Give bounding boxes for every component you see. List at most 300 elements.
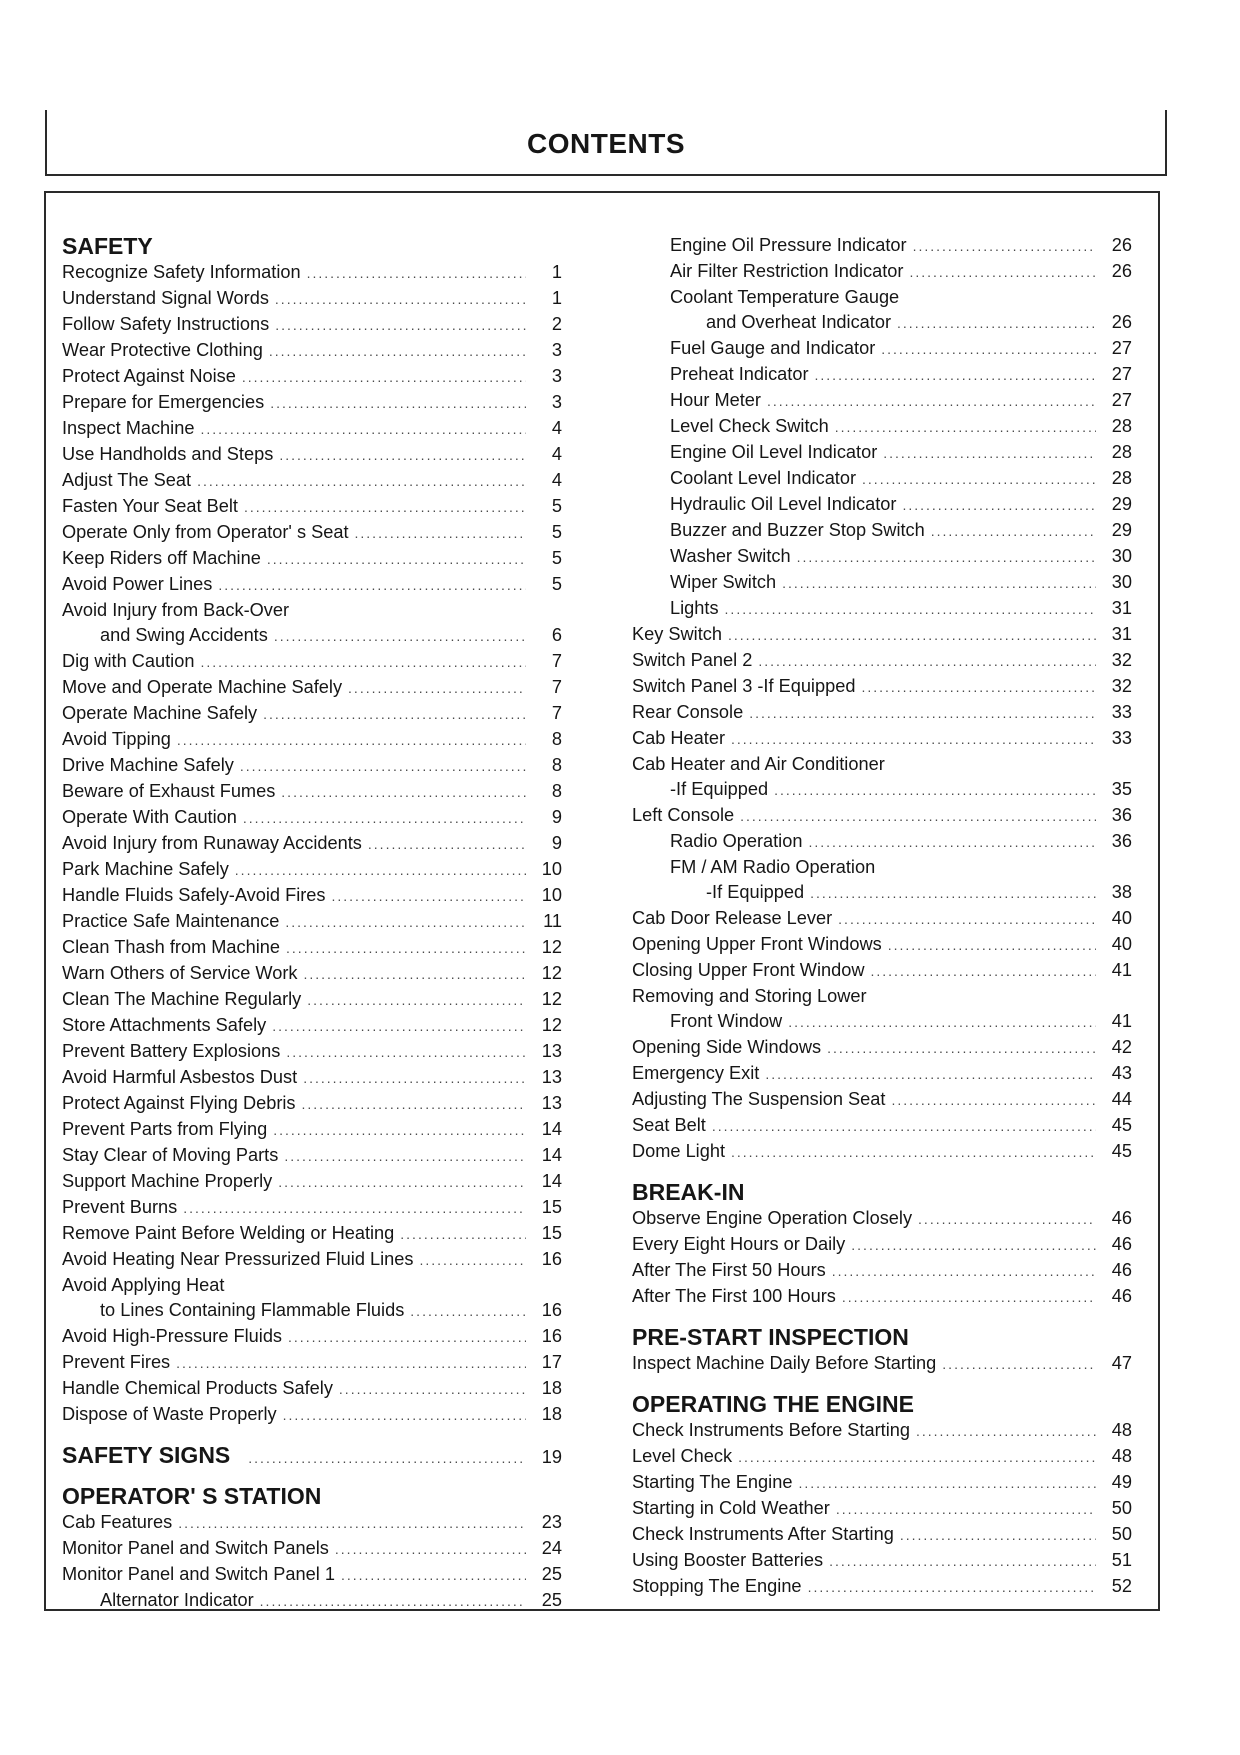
dot-leader bbox=[942, 1352, 1096, 1377]
entry-title: and Swing Accidents bbox=[100, 625, 268, 645]
dot-leader bbox=[728, 623, 1096, 648]
entry-title: Fuel Gauge and Indicator bbox=[670, 338, 876, 358]
toc-entry bbox=[62, 260, 562, 286]
toc-entry bbox=[62, 1510, 562, 1536]
toc-entry bbox=[632, 233, 1132, 259]
entry-title: Washer Switch bbox=[670, 546, 791, 566]
section-heading: SAFETY SIGNS bbox=[62, 1442, 231, 1468]
toc-entry bbox=[62, 1169, 562, 1195]
entry-title: Monitor Panel and Switch Panel 1 bbox=[62, 1564, 335, 1584]
toc-entry bbox=[62, 416, 562, 442]
toc-entry bbox=[62, 753, 562, 779]
dot-leader bbox=[260, 1589, 526, 1614]
entry-title: Stay Clear of Moving Parts bbox=[62, 1145, 279, 1165]
toc-entry bbox=[62, 727, 562, 753]
page-number: 27 bbox=[1111, 364, 1132, 384]
dot-leader bbox=[178, 1511, 526, 1536]
entry-title: Closing Upper Front Window bbox=[632, 960, 865, 980]
page-number: 19 bbox=[541, 1447, 562, 1467]
toc-entry bbox=[62, 1536, 562, 1562]
entry-title: Clean Thash from Machine bbox=[62, 937, 281, 957]
entry-title: Starting in Cold Weather bbox=[632, 1498, 830, 1518]
dot-leader bbox=[368, 832, 526, 857]
toc-entry bbox=[62, 857, 562, 883]
entry-title: Prevent Battery Explosions bbox=[62, 1041, 281, 1061]
dot-leader bbox=[891, 1088, 1096, 1113]
entry-title: to Lines Containing Flammable Fluids bbox=[100, 1300, 405, 1320]
entry-title: Buzzer and Buzzer Stop Switch bbox=[670, 520, 925, 540]
entry-title: Key Switch bbox=[632, 624, 722, 644]
entry-title: Wear Protective Clothing bbox=[62, 340, 263, 360]
toc-entry bbox=[62, 935, 562, 961]
entry-title: Adjusting The Suspension Seat bbox=[632, 1089, 886, 1109]
entry-title: Warn Others of Service Work bbox=[62, 963, 298, 983]
toc-entry bbox=[632, 726, 1132, 752]
toc-entry bbox=[62, 1247, 562, 1273]
toc-entry bbox=[632, 777, 1132, 803]
page-number: 46 bbox=[1111, 1208, 1132, 1228]
page-number: 48 bbox=[1111, 1446, 1132, 1466]
dot-leader bbox=[419, 1248, 526, 1273]
toc-entry bbox=[632, 1351, 1132, 1377]
dot-leader bbox=[275, 313, 526, 338]
toc-entry bbox=[62, 312, 562, 338]
entry-title: Using Booster Batteries bbox=[632, 1550, 824, 1570]
section-heading: BREAK-IN bbox=[632, 1179, 745, 1205]
page-number: 44 bbox=[1111, 1089, 1132, 1109]
dot-leader bbox=[836, 1497, 1096, 1522]
dot-leader bbox=[218, 573, 526, 598]
entry-title: Check Instruments Before Starting bbox=[632, 1420, 910, 1440]
toc-entry bbox=[632, 1470, 1132, 1496]
page-number: 14 bbox=[541, 1145, 562, 1165]
contents-header bbox=[45, 110, 1167, 176]
page-number: 4 bbox=[551, 444, 562, 464]
page-number: 36 bbox=[1111, 805, 1132, 825]
page-number: 16 bbox=[541, 1249, 562, 1269]
dot-leader bbox=[829, 1549, 1096, 1574]
toc-entry bbox=[632, 855, 1132, 880]
toc-entry bbox=[62, 1376, 562, 1402]
toc-entry bbox=[62, 831, 562, 857]
page-number: 11 bbox=[543, 911, 562, 931]
page-number: 40 bbox=[1111, 934, 1132, 954]
toc-entry bbox=[632, 1061, 1132, 1087]
page-number: 48 bbox=[1111, 1420, 1132, 1440]
dot-leader bbox=[871, 959, 1097, 984]
entry-title: Park Machine Safely bbox=[62, 859, 229, 879]
dot-leader bbox=[304, 962, 527, 987]
page-number: 46 bbox=[1111, 1286, 1132, 1306]
dot-leader bbox=[916, 1419, 1096, 1444]
dot-leader bbox=[782, 571, 1096, 596]
dot-leader bbox=[269, 339, 526, 364]
entry-title: Seat Belt bbox=[632, 1115, 706, 1135]
entry-title: Cab Heater bbox=[632, 728, 726, 748]
toc-entry bbox=[62, 1298, 562, 1324]
page-number: 50 bbox=[1111, 1524, 1132, 1544]
entry-title: Store Attachments Safely bbox=[62, 1015, 267, 1035]
toc-entry bbox=[632, 466, 1132, 492]
dot-leader bbox=[285, 910, 526, 935]
toc-entry bbox=[632, 1232, 1132, 1258]
entry-title: After The First 50 Hours bbox=[632, 1260, 826, 1280]
toc-entry bbox=[632, 829, 1132, 855]
page-number: 4 bbox=[551, 470, 562, 490]
dot-leader bbox=[862, 467, 1096, 492]
dot-leader bbox=[881, 337, 1096, 362]
dot-leader bbox=[400, 1222, 526, 1247]
toc-entry bbox=[62, 883, 562, 909]
entry-title: -If Equipped bbox=[706, 882, 805, 902]
page-number: 28 bbox=[1111, 468, 1132, 488]
toc-entry bbox=[62, 1039, 562, 1065]
entry-title: Protect Against Noise bbox=[62, 366, 236, 386]
dot-leader bbox=[339, 1377, 526, 1402]
dot-leader bbox=[286, 1040, 526, 1065]
entry-title: After The First 100 Hours bbox=[632, 1286, 836, 1306]
dot-leader bbox=[270, 391, 526, 416]
page-number: 27 bbox=[1111, 390, 1132, 410]
toc-entry bbox=[62, 546, 562, 572]
dot-leader bbox=[248, 1450, 526, 1466]
entry-title: Switch Panel 3 -If Equipped bbox=[632, 676, 856, 696]
entry-title: Move and Operate Machine Safely bbox=[62, 677, 343, 697]
dot-leader bbox=[815, 363, 1096, 388]
entry-title: Coolant Temperature Gauge bbox=[670, 287, 900, 307]
toc-entry bbox=[632, 1206, 1132, 1232]
page-number: 45 bbox=[1111, 1115, 1132, 1135]
dot-leader bbox=[731, 727, 1096, 752]
dot-leader bbox=[183, 1196, 526, 1221]
toc-entry bbox=[632, 285, 1132, 310]
page-number: 41 bbox=[1111, 960, 1132, 980]
dot-leader bbox=[758, 649, 1096, 674]
dot-leader bbox=[286, 936, 526, 961]
toc-entry bbox=[632, 1258, 1132, 1284]
toc-entry bbox=[632, 336, 1132, 362]
entry-title: Prevent Parts from Flying bbox=[62, 1119, 268, 1139]
toc-entry bbox=[62, 805, 562, 831]
dot-leader bbox=[332, 884, 527, 909]
toc-entry bbox=[62, 1402, 562, 1428]
page-number: 28 bbox=[1111, 416, 1132, 436]
toc-entry bbox=[62, 338, 562, 364]
dot-leader bbox=[200, 650, 526, 675]
toc-entry bbox=[632, 1113, 1132, 1139]
dot-leader bbox=[835, 415, 1096, 440]
toc-entry bbox=[62, 1065, 562, 1091]
page-number: 3 bbox=[551, 392, 562, 412]
dot-leader bbox=[902, 493, 1096, 518]
dot-leader bbox=[797, 545, 1096, 570]
toc-entry bbox=[632, 1574, 1132, 1600]
dot-leader bbox=[240, 754, 526, 779]
toc-entry bbox=[632, 1035, 1132, 1061]
dot-leader bbox=[307, 261, 526, 286]
entry-title: Wiper Switch bbox=[670, 572, 777, 592]
entry-title: Engine Oil Level Indicator bbox=[670, 442, 878, 462]
dot-leader bbox=[200, 417, 526, 442]
entry-title: Hour Meter bbox=[670, 390, 761, 410]
entry-title: Practice Safe Maintenance bbox=[62, 911, 280, 931]
toc-right-column bbox=[632, 233, 1132, 1600]
page-number: 5 bbox=[551, 548, 562, 568]
entry-title: Avoid Applying Heat bbox=[62, 1275, 225, 1295]
page-number: 16 bbox=[541, 1300, 562, 1320]
toc-entry bbox=[62, 1324, 562, 1350]
page-number: 32 bbox=[1111, 676, 1132, 696]
toc-entry bbox=[62, 286, 562, 312]
entry-title: Operate Machine Safely bbox=[62, 703, 258, 723]
page-number: 35 bbox=[1111, 779, 1132, 799]
toc-entry bbox=[632, 310, 1132, 336]
entry-title: Opening Upper Front Windows bbox=[632, 934, 882, 954]
entry-title: Lights bbox=[670, 598, 719, 618]
entry-title: Follow Safety Instructions bbox=[62, 314, 270, 334]
section-heading: OPERATING THE ENGINE bbox=[632, 1391, 914, 1417]
dot-leader bbox=[765, 1062, 1096, 1087]
dot-leader bbox=[303, 1066, 526, 1091]
dot-leader bbox=[798, 1471, 1096, 1496]
page-number: 38 bbox=[1111, 882, 1132, 902]
dot-leader bbox=[235, 858, 526, 883]
dot-leader bbox=[774, 778, 1096, 803]
toc-entry bbox=[62, 442, 562, 468]
page-number: 14 bbox=[541, 1171, 562, 1191]
page-number: 1 bbox=[551, 288, 562, 308]
dot-leader bbox=[909, 260, 1096, 285]
page-number: 8 bbox=[551, 755, 562, 775]
entry-title: Avoid Injury from Back-Over bbox=[62, 600, 290, 620]
page-number: 10 bbox=[541, 859, 562, 879]
page-number: 9 bbox=[551, 833, 562, 853]
toc-entry bbox=[632, 259, 1132, 285]
entry-title: Opening Side Windows bbox=[632, 1037, 822, 1057]
page-number: 6 bbox=[551, 625, 562, 645]
entry-title: Avoid Harmful Asbestos Dust bbox=[62, 1067, 298, 1087]
dot-leader bbox=[177, 728, 526, 753]
entry-title: Left Console bbox=[632, 805, 735, 825]
toc-entry bbox=[62, 1221, 562, 1247]
section-heading: OPERATOR' S STATION bbox=[62, 1483, 322, 1509]
dot-leader bbox=[808, 1575, 1096, 1600]
dot-leader bbox=[275, 287, 526, 312]
entry-title: Recognize Safety Information bbox=[62, 262, 301, 282]
toc-entry bbox=[632, 880, 1132, 906]
dot-leader bbox=[861, 675, 1096, 700]
entry-title: Monitor Panel and Switch Panels bbox=[62, 1538, 329, 1558]
dot-leader bbox=[243, 806, 526, 831]
page-number: 29 bbox=[1111, 494, 1132, 514]
entry-title: Beware of Exhaust Fumes bbox=[62, 781, 276, 801]
entry-title: Dig with Caution bbox=[62, 651, 195, 671]
toc-entry bbox=[62, 364, 562, 390]
toc-entry bbox=[632, 648, 1132, 674]
entry-title: Removing and Storing Lower bbox=[632, 986, 867, 1006]
page-number: 28 bbox=[1111, 442, 1132, 462]
page-number: 7 bbox=[551, 703, 562, 723]
toc-entry bbox=[62, 494, 562, 520]
page-number: 4 bbox=[551, 418, 562, 438]
page-number: 47 bbox=[1111, 1353, 1132, 1373]
page-number: 30 bbox=[1111, 572, 1132, 592]
page-number: 25 bbox=[541, 1564, 562, 1584]
entry-title: and Overheat Indicator bbox=[706, 312, 892, 332]
entry-title: Support Machine Properly bbox=[62, 1171, 273, 1191]
toc-entry bbox=[62, 1350, 562, 1376]
toc-entry bbox=[632, 622, 1132, 648]
entry-title: Stopping The Engine bbox=[632, 1576, 802, 1596]
dot-leader bbox=[263, 702, 526, 727]
page-number: 46 bbox=[1111, 1260, 1132, 1280]
toc-entry bbox=[62, 520, 562, 546]
page-number: 9 bbox=[551, 807, 562, 827]
toc-entry bbox=[632, 492, 1132, 518]
page-number: 14 bbox=[541, 1119, 562, 1139]
entry-title: Cab Heater and Air Conditioner bbox=[632, 754, 885, 774]
entry-title: Starting The Engine bbox=[632, 1472, 793, 1492]
toc-entry bbox=[62, 1562, 562, 1588]
entry-title: Air Filter Restriction Indicator bbox=[670, 261, 904, 281]
page-number: 8 bbox=[551, 781, 562, 801]
dot-leader bbox=[197, 469, 526, 494]
toc-entry bbox=[62, 987, 562, 1013]
entry-title: Switch Panel 2 bbox=[632, 650, 753, 670]
toc-entry bbox=[62, 390, 562, 416]
page-number: 12 bbox=[541, 989, 562, 1009]
page-number: 7 bbox=[551, 651, 562, 671]
dot-leader bbox=[267, 547, 526, 572]
page-number: 12 bbox=[541, 937, 562, 957]
toc-entry bbox=[62, 649, 562, 675]
entry-title: Alternator Indicator bbox=[100, 1590, 254, 1610]
entry-title: Avoid High-Pressure Fluids bbox=[62, 1326, 283, 1346]
toc-entry bbox=[62, 1273, 562, 1298]
entry-title: Remove Paint Before Welding or Heating bbox=[62, 1223, 395, 1243]
page-number: 2 bbox=[551, 314, 562, 334]
dot-leader bbox=[244, 495, 526, 520]
dot-leader bbox=[348, 676, 526, 701]
toc-entry bbox=[62, 1091, 562, 1117]
toc-entry bbox=[632, 984, 1132, 1009]
toc-entry bbox=[632, 1284, 1132, 1310]
page-number: 50 bbox=[1111, 1498, 1132, 1518]
entry-title: Preheat Indicator bbox=[670, 364, 809, 384]
entry-title: Use Handholds and Steps bbox=[62, 444, 274, 464]
dot-leader bbox=[274, 624, 526, 649]
dot-leader bbox=[913, 234, 1096, 259]
page-number: 24 bbox=[541, 1538, 562, 1558]
page-number: 42 bbox=[1111, 1037, 1132, 1057]
dot-leader bbox=[832, 1259, 1096, 1284]
page-number: 12 bbox=[541, 963, 562, 983]
entry-title: Front Window bbox=[670, 1011, 783, 1031]
dot-leader bbox=[302, 1092, 526, 1117]
page-number: 3 bbox=[551, 340, 562, 360]
page-number: 3 bbox=[551, 366, 562, 386]
entry-title: Cab Door Release Lever bbox=[632, 908, 833, 928]
dot-leader bbox=[808, 830, 1096, 855]
toc-entry bbox=[632, 440, 1132, 466]
dot-leader bbox=[738, 1445, 1096, 1470]
toc-entry bbox=[62, 572, 562, 598]
dot-leader bbox=[740, 804, 1096, 829]
entry-title: Prevent Fires bbox=[62, 1352, 171, 1372]
toc-entry bbox=[62, 598, 562, 623]
page-number: 23 bbox=[541, 1512, 562, 1532]
entry-title: Prevent Burns bbox=[62, 1197, 178, 1217]
entry-title: Avoid Power Lines bbox=[62, 574, 213, 594]
dot-leader bbox=[242, 365, 526, 390]
entry-title: -If Equipped bbox=[670, 779, 769, 799]
dot-leader bbox=[355, 521, 526, 546]
toc-entry bbox=[62, 468, 562, 494]
page-number: 5 bbox=[551, 574, 562, 594]
entry-title: Radio Operation bbox=[670, 831, 803, 851]
dot-leader bbox=[810, 881, 1096, 906]
dot-leader bbox=[900, 1523, 1096, 1548]
toc-entry bbox=[632, 906, 1132, 932]
page-number: 18 bbox=[541, 1404, 562, 1424]
toc-entry bbox=[632, 518, 1132, 544]
entry-title: Engine Oil Pressure Indicator bbox=[670, 235, 907, 255]
entry-title: Level Check bbox=[632, 1446, 733, 1466]
section-heading: SAFETY bbox=[62, 233, 153, 259]
entry-title: Clean The Machine Regularly bbox=[62, 989, 302, 1009]
page-number: 15 bbox=[541, 1223, 562, 1243]
dot-leader bbox=[842, 1285, 1096, 1310]
dot-leader bbox=[897, 311, 1096, 336]
toc-entry bbox=[632, 932, 1132, 958]
page-number: 52 bbox=[1111, 1576, 1132, 1596]
entry-title: Level Check Switch bbox=[670, 416, 829, 436]
toc-entry bbox=[632, 674, 1132, 700]
entry-title: Observe Engine Operation Closely bbox=[632, 1208, 913, 1228]
toc-entry bbox=[632, 1418, 1132, 1444]
entry-title: Drive Machine Safely bbox=[62, 755, 234, 775]
page-number: 27 bbox=[1111, 338, 1132, 358]
entry-title: Coolant Level Indicator bbox=[670, 468, 857, 488]
toc-entry bbox=[62, 1143, 562, 1169]
page-number: 30 bbox=[1111, 546, 1132, 566]
entry-title: Every Eight Hours or Daily bbox=[632, 1234, 846, 1254]
page-number: 8 bbox=[551, 729, 562, 749]
entry-title: Dome Light bbox=[632, 1141, 726, 1161]
toc-entry bbox=[62, 1013, 562, 1039]
toc-entry bbox=[62, 779, 562, 805]
table-of-contents bbox=[44, 191, 1160, 1611]
entry-title: Avoid Heating Near Pressurized Fluid Lines bbox=[62, 1249, 414, 1269]
dot-leader bbox=[278, 1170, 526, 1195]
toc-entry bbox=[632, 1139, 1132, 1165]
page-number: 33 bbox=[1111, 702, 1132, 722]
entry-title: FM / AM Radio Operation bbox=[670, 857, 876, 877]
dot-leader bbox=[273, 1118, 526, 1143]
dot-leader bbox=[335, 1537, 526, 1562]
page-title: CONTENTS bbox=[527, 128, 685, 159]
page-number: 26 bbox=[1111, 235, 1132, 255]
entry-title: Dispose of Waste Properly bbox=[62, 1404, 277, 1424]
toc-entry bbox=[62, 1117, 562, 1143]
dot-leader bbox=[279, 443, 526, 468]
dot-leader bbox=[767, 389, 1096, 414]
section-heading-entry bbox=[62, 1442, 562, 1469]
page-number: 18 bbox=[541, 1378, 562, 1398]
page-number: 36 bbox=[1111, 831, 1132, 851]
dot-leader bbox=[883, 441, 1096, 466]
page-number: 31 bbox=[1111, 598, 1132, 618]
